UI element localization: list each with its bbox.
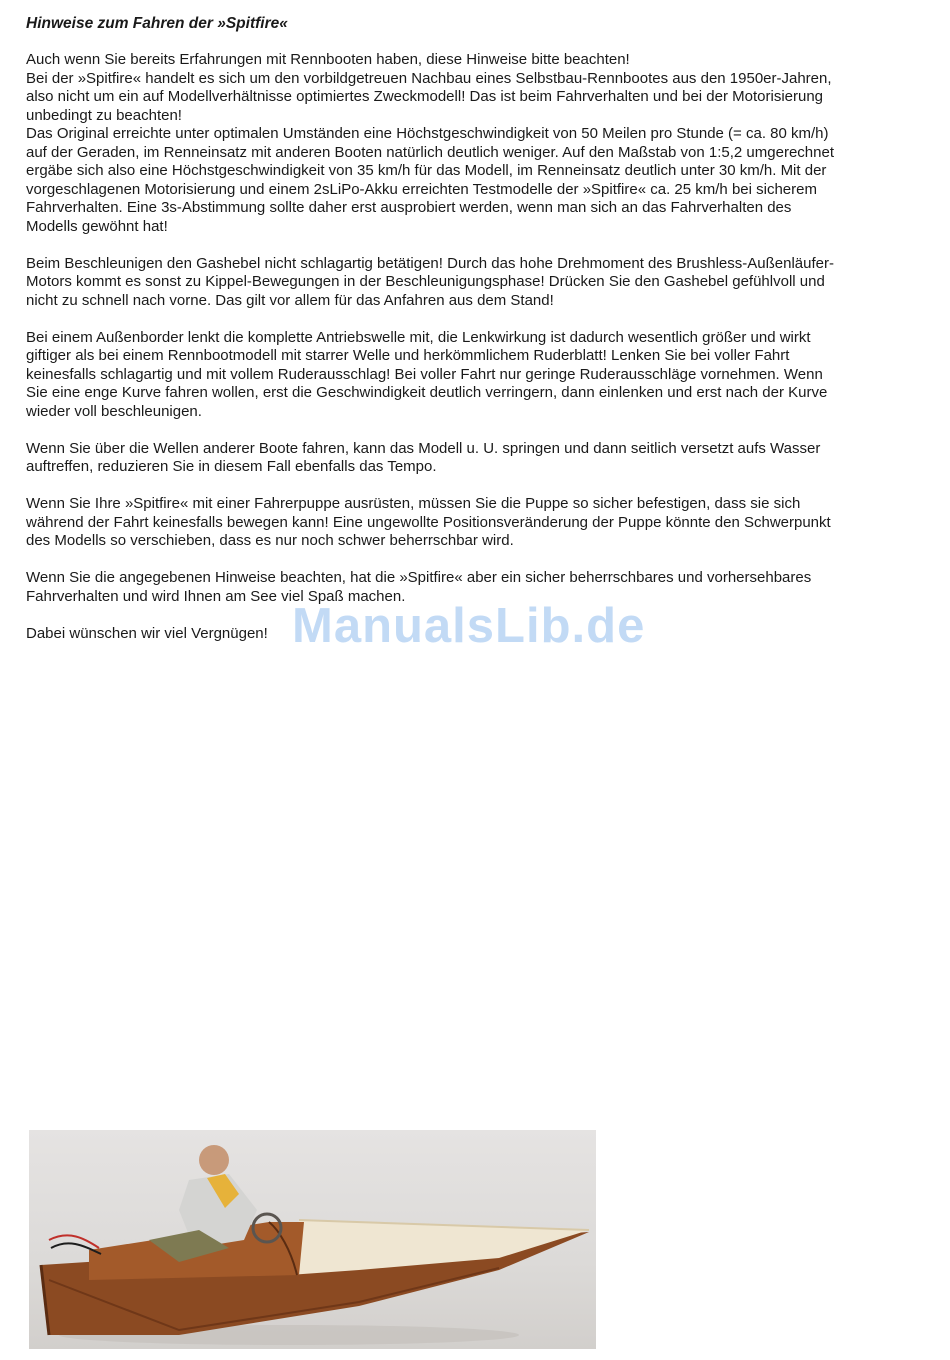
- text-line: Bei einem Außenborder lenkt die komplette Antriebswelle mit, die Lenkwirkung ist dadurch wesentlich größer und wirkt: [26, 328, 811, 346]
- text-line: Fahrverhalten. Eine 3s-Abstimmung sollte daher erst ausprobiert werden, wenn man sich an das Fahrverhalten des: [26, 199, 792, 216]
- watermark-logo: ManualsLib.de: [292, 599, 646, 653]
- text-line: Auch wenn Sie bereits Erfahrungen mit Rennbooten haben, diese Hinweise bitte beachten!: [26, 51, 630, 68]
- paragraph-driver-figure: [26, 495, 926, 551]
- paragraph-acceleration: [26, 255, 926, 311]
- text-line: giftiger als bei einem Rennbootmodell mit starrer Welle und herkömmlichem Ruderblatt! Lenken Sie bei voller Fahrt: [26, 347, 790, 364]
- text-line: Fahrverhalten und wird Ihnen am See viel Spaß machen.: [26, 587, 406, 605]
- text-line: nicht zu schnell nach vorne. Das gilt vor allem für das Anfahren aus dem Stand!: [26, 291, 554, 309]
- paragraph-waves: [26, 440, 926, 477]
- text-line: wieder voll beschleunigen.: [26, 402, 202, 420]
- text-line: Wenn Sie über die Wellen anderer Boote fahren, kann das Modell u. U. springen und dann seitlich versetzt aufs Wasser: [26, 439, 821, 457]
- text-line: auf der Geraden, im Renneinsatz mit anderen Booten natürlich deutlich weniger. Auf den Maßstab von 1:5,2 umgerechnet: [26, 143, 834, 161]
- text-line: unbedingt zu beachten!: [26, 106, 182, 124]
- text-line: keinesfalls schlagartig und mit vollem Ruderausschlag! Bei voller Fahrt nur geringe Ruderausschläge vornehmen. Wenn: [26, 365, 823, 383]
- text-line: vorgeschlagenen Motorisierung und einem 2sLiPo-Akku erreichten Testmodelle der »Spitfire« ca. 25 km/h bei sicherem: [26, 180, 817, 198]
- document-title: Hinweise zum Fahren der »Spitfire«: [26, 15, 288, 32]
- spitfire-boat-illustration: [29, 1130, 596, 1349]
- text-line: Dabei wünschen wir viel Vergnügen!: [26, 624, 268, 642]
- text-line: Motors kommt es sonst zu Kippel-Bewegungen in der Beschleunigungsphase! Drücken Sie den Gashebel gefühlvoll und: [26, 273, 825, 290]
- text-line: Modells gewöhnt hat!: [26, 217, 168, 235]
- paragraph-intro: [26, 51, 926, 236]
- text-line: auftreffen, reduzieren Sie in diesem Fall ebenfalls das Tempo.: [26, 458, 437, 475]
- text-line: Sie eine enge Kurve fahren wollen, erst die Geschwindigkeit deutlich verringern, dann einlenken und erst nach der Kurve: [26, 384, 828, 401]
- text-line: Wenn Sie Ihre »Spitfire« mit einer Fahrerpuppe ausrüsten, müssen Sie die Puppe so sicher befestigen, dass sie sich: [26, 495, 801, 512]
- document-page: [26, 14, 926, 662]
- text-line: des Modells so verschieben, dass es nur noch schwer beherrschbar wird.: [26, 532, 514, 549]
- text-line: Wenn Sie die angegebenen Hinweise beachten, hat die »Spitfire« aber ein sicher beherrschbares und vorhersehbares: [26, 569, 812, 586]
- paragraph-steering: [26, 329, 926, 422]
- text-line: ergäbe sich also eine Höchstgeschwindigkeit von 35 km/h für das Modell, im Renneinsatz deutlich unter 30 km/h. Mit der: [26, 162, 827, 179]
- text-line: also nicht um ein auf Modellverhältnisse optimiertes Zweckmodell! Das ist beim Fahrverhalten und bei der Motorisierung: [26, 88, 824, 105]
- text-line: während der Fahrt keinesfalls bewegen kann! Eine ungewollte Positionsveränderung der Puppe könnte den Schwerpunkt: [26, 513, 831, 531]
- text-line: Das Original erreichte unter optimalen Umständen eine Höchstgeschwindigkeit von 50 Meilen pro Stunde (= ca. 80 km/h): [26, 125, 829, 142]
- text-line: Bei der »Spitfire« handelt es sich um den vorbildgetreuen Nachbau eines Selbstbau-Rennbootes aus den 1950er-Jahren,: [26, 69, 832, 87]
- text-line: Beim Beschleunigen den Gashebel nicht schlagartig betätigen! Durch das hohe Drehmoment des Brushless-Außenläufer-: [26, 254, 834, 272]
- boat-photo: [29, 1130, 596, 1349]
